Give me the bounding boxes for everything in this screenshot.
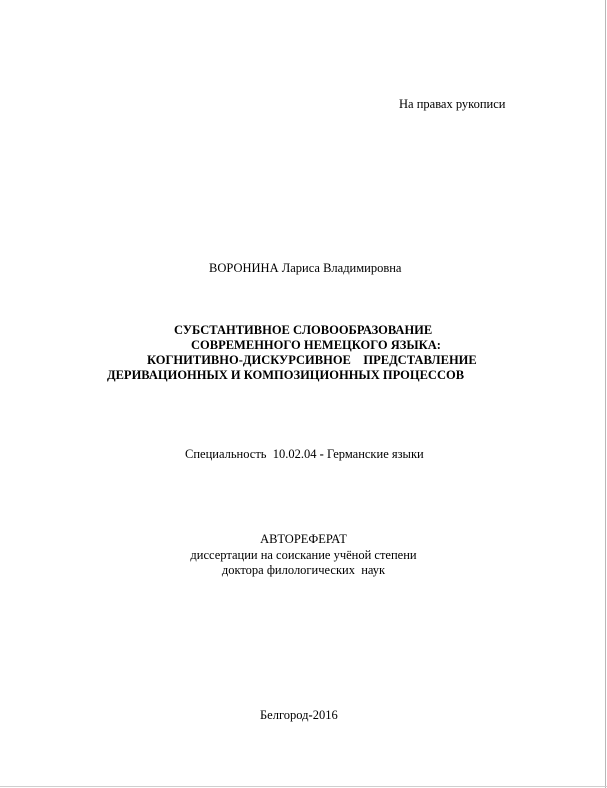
specialty-line <box>185 447 424 462</box>
specialty-code: Специальность 10.02.04 <box>185 447 317 461</box>
abstract-heading: АВТОРЕФЕРАТ <box>260 532 347 546</box>
year: 2016 <box>312 708 338 722</box>
rights-note: На правах рукописи <box>399 97 506 111</box>
abstract-line-1: диссертации на соискание учёной степени <box>190 548 417 562</box>
page-edge-bottom <box>0 786 607 787</box>
title-line-2: СОВРЕМЕННОГО НЕМЕЦКОГО ЯЗЫКА: <box>191 338 441 352</box>
title-line-3: КОГНИТИВНО-ДИСКУРСИВНОЕ ПРЕДСТАВЛЕНИЕ <box>147 353 477 367</box>
city-year <box>260 708 338 723</box>
abstract-line-2: доктора филологических наук <box>221 563 386 577</box>
title-line-1: СУБСТАНТИВНОЕ СЛОВООБРАЗОВАНИЕ <box>174 323 433 337</box>
city-year-separator: - <box>308 708 313 722</box>
author-name: ВОРОНИНА Лариса Владимировна <box>209 261 402 275</box>
specialty-name: Германские языки <box>326 447 424 461</box>
specialty-separator: - <box>319 447 324 461</box>
page-edge-right <box>605 0 606 788</box>
title-line-4: ДЕРИВАЦИОННЫХ И КОМПОЗИЦИОННЫХ ПРОЦЕССОВ <box>107 368 465 382</box>
city: Белгород <box>260 708 309 722</box>
